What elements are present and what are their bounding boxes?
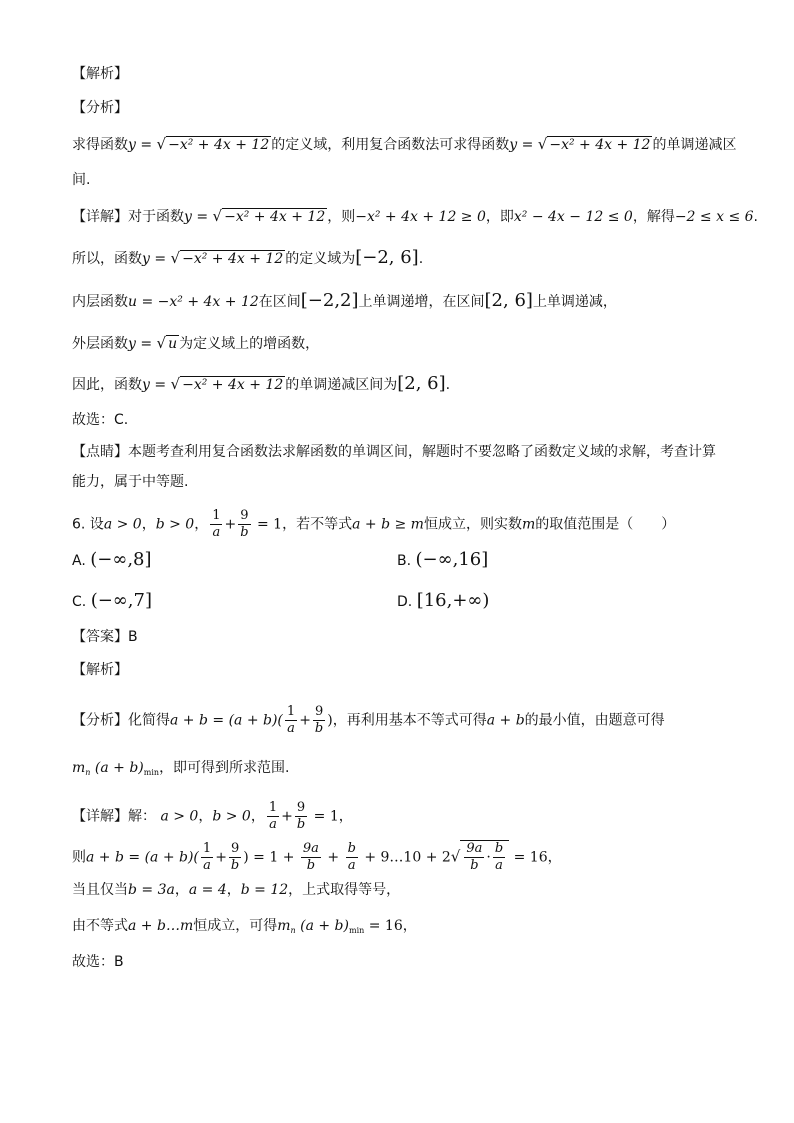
remark-paragraph-cont: 能力，属于中等题. — [72, 474, 189, 490]
option-a[interactable]: A. (−∞,8] — [72, 549, 152, 570]
section-heading-jiexi-2: 【解析】 — [72, 662, 128, 678]
section-heading-jiexi: 【解析】 — [72, 66, 128, 82]
detail-paragraph: 【详解】对于函数y = √ −x² + 4x + 12 ，则−x² + 4x + 12 ≥ 0，即x² − 4x − 12 ≤ 0，解得−2 ≤ x ≤ 6. — [72, 207, 758, 225]
detail-tag: 【详解】 — [72, 209, 128, 225]
outer-function-paragraph: 外层函数y = √ u 为定义域上的增函数， — [72, 334, 320, 352]
question-6: 6. 设a > 0，b > 0， $\frac{1}{a}$ + $\frac{9}{b}$ = 1，若不等式a + b ≥ m恒成立，则实数m的取值范围是（ ） — [72, 508, 676, 540]
answer-line: 【答案】B — [72, 629, 138, 645]
equality-condition-line: 当且仅当b = 3a，a = 4，b = 12，上式取得等号， — [72, 882, 401, 898]
analysis-paragraph-2: 【分析】化简得a + b = (a + b)( $\frac{1}{a}$ + $\frac{9}{b}$ )，再利用基本不等式可得a + b的最小值，由题意可得 — [72, 704, 665, 736]
analysis-paragraph: 求得函数y = √ −x² + 4x + 12 的定义域，利用复合函数法可求得函数y = √ −x² + 4x + 12 的单调递减区 — [72, 135, 737, 153]
remark-paragraph: 【点睛】本题考查利用复合函数法求解函数的单调区间，解题时不要忽略了函数定义域的求解，考查计算 — [72, 444, 716, 460]
analysis-paragraph-2-cont: $m_n$ $(a + b)_{min}$，即可得到所求范围. — [72, 760, 290, 777]
analysis-paragraph-cont: 间. — [72, 172, 91, 188]
section-heading-fenxi: 【分析】 — [72, 100, 128, 116]
domain-paragraph: 所以，函数y = √ −x² + 4x + 12 的定义域为[−2, 6]. — [72, 247, 424, 268]
choice-paragraph-2: 故选：B — [72, 954, 124, 970]
remark-tag: 【点睛】 — [72, 444, 128, 460]
question-number: 6. 设 — [72, 516, 104, 533]
detail-paragraph-2: 【详解】解： a > 0，b > 0， $\frac{1}{a}$ + $\frac{9}{b}$ = 1， — [72, 800, 353, 832]
inequality-line: 由不等式a + b…m恒成立，可得$m_n$ $(a + b)_{min} = 16$， — [72, 918, 417, 935]
conclusion-paragraph: 因此，函数y = √ −x² + 4x + 12 的单调递减区间为[2, 6]. — [72, 373, 451, 394]
option-d[interactable]: D. [16,+∞) — [397, 590, 490, 611]
choice-paragraph: 故选：C. — [72, 412, 129, 428]
option-c[interactable]: C. (−∞,7] — [72, 590, 152, 611]
analysis-tag: 【分析】 — [72, 712, 128, 729]
inner-function-paragraph: 内层函数u = −x² + 4x + 12在区间[−2,2]上单调递增，在区间[2, 6]上单调递减， — [72, 290, 617, 311]
derivation-line: 则a + b = (a + b)( $\frac{1}{a}$ + $\frac{9}{b}$ ) = 1 + $\frac{9a}{b}$ + $\frac{b}{a}$ + 9…10 + 2√ $\frac{9a}{b}$ · $\frac{b}{a}$ = 16， — [72, 841, 562, 873]
detail-tag-2: 【详解】 — [72, 808, 128, 825]
option-b[interactable]: B. (−∞,16] — [397, 549, 489, 570]
radicand: −x² + 4x + 12 — [168, 137, 270, 153]
